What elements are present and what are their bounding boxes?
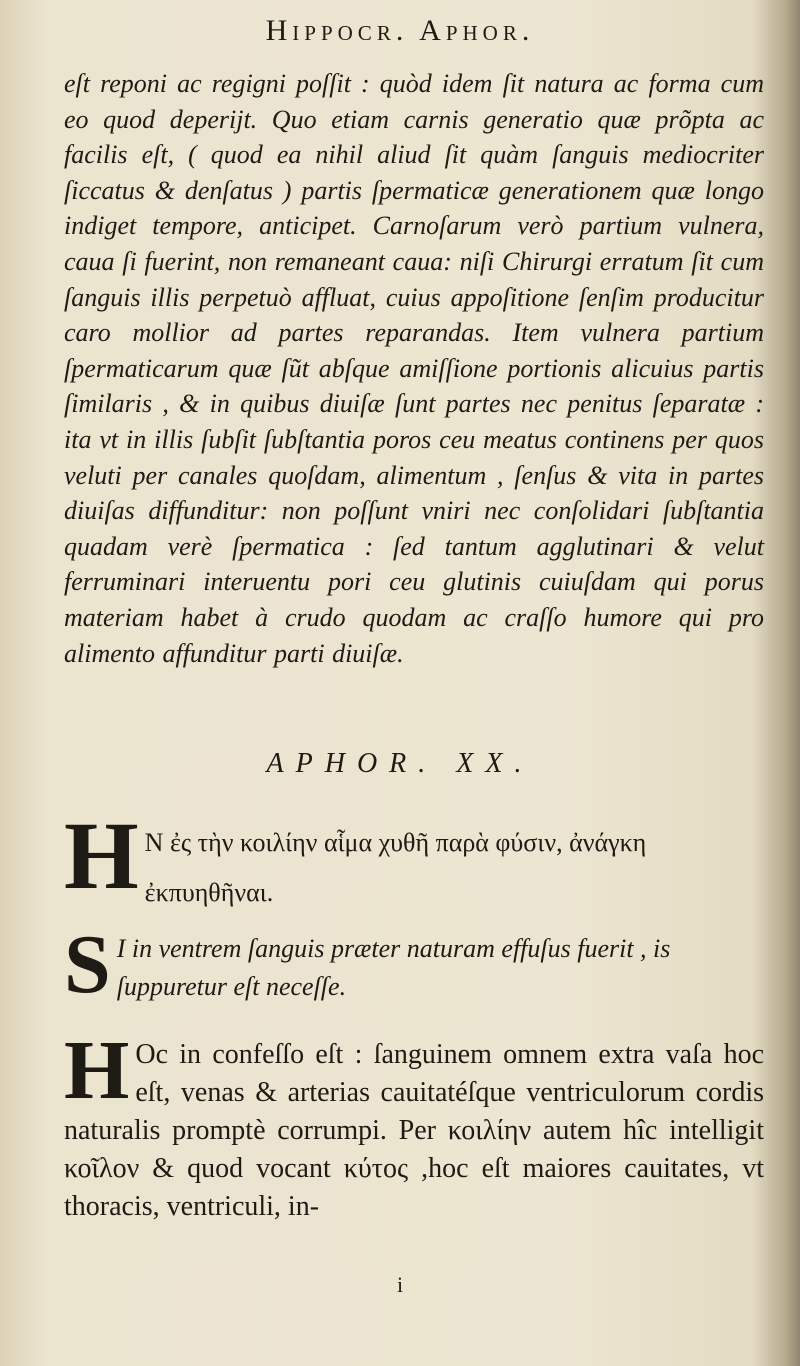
latin-text: I in ventrem ſanguis præter naturam effuſus fuerit , is ſuppuretur eſt neceſſe. [116, 934, 671, 1001]
aphorism-heading: APHOR. XX. [266, 748, 534, 779]
greek-dropcap: H [64, 802, 139, 909]
latin-dropcap: S [64, 918, 111, 1011]
greek-text: N ἐς τὴν κοιλίην αἷμα χυθῆ παρὰ φύσιν, ἀνάγκη ἐκπυηθῆναι. [144, 828, 647, 907]
running-head: Hippocr. Aphor. [265, 14, 535, 47]
folio-mark: i [396, 1272, 404, 1297]
greek-aphorism [64, 802, 764, 909]
commentary-dropcap: H [64, 1024, 130, 1117]
commentary-paragraph [64, 1024, 764, 1226]
latin-aphorism [64, 918, 764, 1011]
italic-paragraph: eſt reponi ac regigni poſſit : quòd idem ſit natura ac forma cum eo quod deperijt. Quo etiam carnis generatio quæ prõpta ac facilis eſt, ( quod ea nihil aliud ſit quàm ſanguis mediocriter ſiccatus & denſatus ) partis ſpermaticæ generationem quæ longo indiget tempore, anticipet. Carnoſarum verò partium vulnera, caua ſi fuerint, non remaneant caua: niſi Chirurgi erratum ſit cum ſanguis illis perpetuò affluat, cuius appoſitione ſenſim producitur caro mollior ad partes reparandas. Item vulnera partium ſpermaticarum quæ ſũt abſque amiſſione portionis alicuius partis ſimilaris , & in quibus diuiſæ ſunt partes nec penitus ſeparatæ : ita vt in illis ſubſit ſubſtantia poros ceu meatus continens per quos veluti per canales quoſdam, alimentum , ſenſus & vita in partes diuiſas diffunditur: non poſſunt vniri nec conſolidari ſubſtantia quadam verè ſpermatica : ſed tantum agglutinari & velut ferruminari interuentu pori ceu glutinis cuiuſdam qui porus materiam habet à crudo quodam ac craſſo humore qui pro alimento affunditur parti diuiſæ. [64, 69, 764, 668]
commentary-text: Oc in confeſſo eſt : ſanguinem omnem extra vaſa hoc eſt, venas & arterias cauitatéſque ventriculorum cordis naturalis promptè corrumpi. Per κοιλίην autem hîc intelligit κοῖλον & quod vocant κύτος ,hoc eſt maiores cauitates, vt thoracis, ventriculi, in- [64, 1039, 764, 1222]
